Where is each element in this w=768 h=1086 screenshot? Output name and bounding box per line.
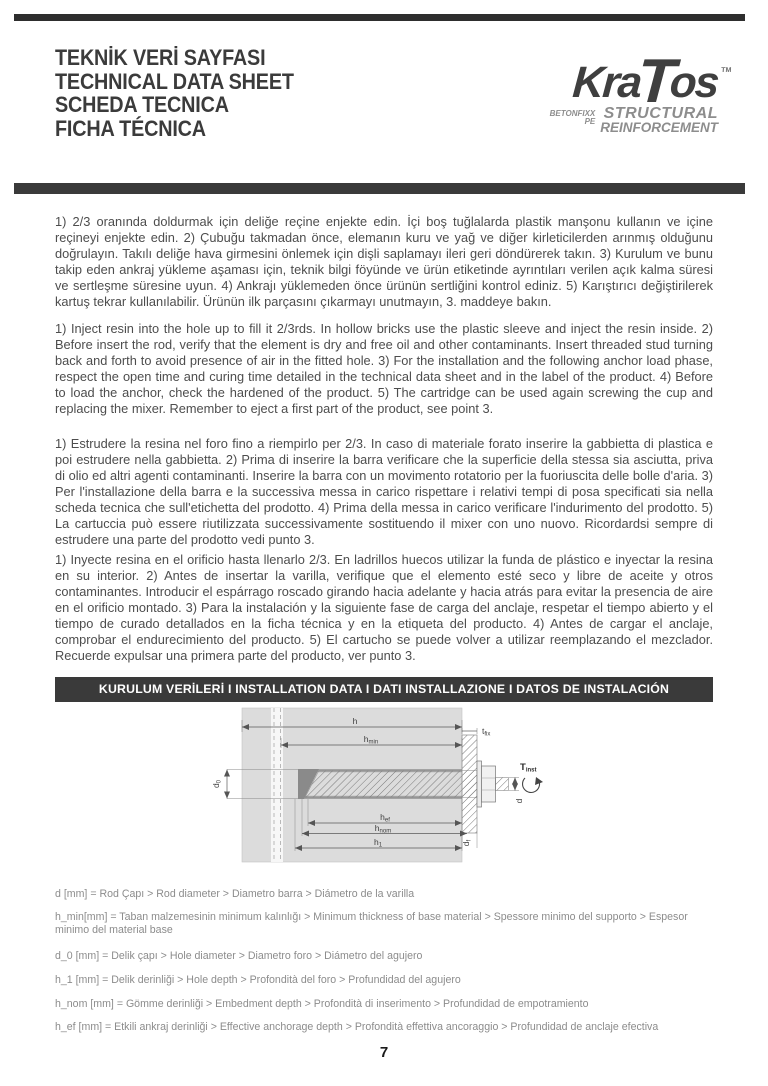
section-break-strip [271, 708, 283, 862]
dim-label-h1: h1 [373, 837, 383, 849]
betonfixx-pe-label: BETONFIXX PE [549, 109, 596, 126]
page-number: 7 [379, 1044, 389, 1061]
washer [477, 761, 482, 807]
rod-threaded-end [496, 778, 509, 791]
installation-diagram-svg [205, 700, 565, 890]
header-divider-bar [14, 183, 745, 194]
brand-big-t: T [635, 47, 676, 116]
dim-label-hef: hef [380, 812, 390, 824]
torque-label-tinst: Tinst [520, 762, 537, 774]
top-rule-bar [14, 14, 745, 21]
instructions-italian: 1) Estrudere la resina nel foro fino a riempirlo per 2/3. In caso di materiale forato inserire la gabbietta di plastica e poi estrudere nella gabbietta. 2) Prima di inserire la barra verificare che la superficie della stessa sia asciutta, priva di olio ed altri agenti contaminanti. Inserire la barra con un movimento rotatorio per la fuoriuscita delle bolle d'aria. 3) Per l'installazione della barra e la successiva messa in carico rispettare i relativi tempi di posa specificati sia nella scheda tecnica che sull'etichetta del prodotto. 4) Prima della messa in carico verificare l'indurimento del prodotto. 5) La cartuccia può essere riutilizzata successivamente sostituendo il mixer con uno nuovo. Ricordardsi sempre di estrudere una parte del prodotto vedi punto 3. [55, 436, 713, 547]
threaded-rod [305, 771, 477, 798]
fixture-plate [462, 735, 477, 833]
dim-label-d: d [514, 798, 524, 804]
dim-label-hmin: hmin [363, 734, 379, 746]
structural-reinforcement-label: STRUCTURAL REINFORCEMENT [600, 105, 718, 135]
legend-rod-diameter: d [mm] = Rod Çapı > Rod diameter > Diametro barra > Diámetro de la varilla [55, 888, 415, 900]
brand-text-start: Kra [571, 58, 643, 107]
dim-label-hnom: hnom [374, 823, 392, 835]
dim-label-df: df [461, 839, 473, 847]
kratos-wordmark [571, 47, 732, 116]
hex-nut [482, 766, 496, 802]
title-turkish: TEKNİK VERİ SAYFASI [55, 45, 266, 70]
instructions-spanish: 1) Inyecte resina en el orificio hasta llenarlo 2/3. En ladrillos huecos utilizar la funda de plástico e inyectar la resina en su interior. 2) Antes de insertar la varilla, verifique que el elemento esté seco y libre de aceite y otros contaminantes. Introducir el espárrago roscado girando hacia adelante y hacia atrás para evitar la presencia de aire en el orificio montado. 3) Para la instalación y la siguiente fase de carga del anclaje, respetar el tiempo abierto y el tiempo de curado detallados en la ficha técnica y en la etiqueta del producto. 4) Antes de cargar el anclaje, comprobar el endurecimiento del producto. 5) El cartucho se puede volver a utilizar reemplazando el mezclador. Recuerde expulsar una primera parte del producto, ver punto 3. [55, 552, 713, 663]
title-spanish: FICHA TÉCNICA [55, 115, 206, 141]
installation-data-banner: KURULUM VERİLERİ I INSTALLATION DATA I DATI INSTALLAZIONE I DATOS DE INSTALACIÓN [55, 677, 713, 702]
legend-hole-diameter: d_0 [mm] = Delik çapı > Hole diameter > Diametro foro > Diámetro del agujero [55, 950, 423, 962]
dim-label-tfix: tfix [482, 726, 491, 738]
anchor-installation-diagram [205, 700, 565, 890]
legend-min-thickness: h_min[mm] = Taban malzemesinin minimum kalınlığı > Minimum thickness of base material > Spessore minimo del supporto > Espesor minimo del material base [55, 911, 688, 936]
page-title [55, 46, 294, 140]
kratos-logo [549, 47, 732, 135]
legend-effective-anchorage-depth: h_ef [mm] = Etkili ankraj derinliği > Effective anchorage depth > Profondità effettiva ancoraggio > Profundidad de anclaje efectiva [55, 1021, 659, 1033]
dim-label-d0: d0 [211, 779, 223, 789]
dim-label-h: h [352, 716, 358, 726]
title-italian: SCHEDA TECNICA [55, 92, 229, 117]
logo-subtext [550, 106, 718, 134]
brand-text-end: os [668, 58, 720, 107]
trademark-symbol: TM [721, 67, 732, 74]
legend-hole-depth: h_1 [mm] = Delik derinliği > Hole depth > Profondità del foro > Profundidad del agujero [55, 974, 461, 986]
title-english: TECHNICAL DATA SHEET [55, 68, 294, 94]
legend-embedment-depth: h_nom [mm] = Gömme derinliği > Embedment depth > Profondità di inserimento > Profundidad de empotramiento [55, 998, 589, 1010]
instructions-turkish: 1) 2/3 oranında doldurmak için deliğe reçine enjekte edin. İçi boş tuğlalarda plastik manşonu kullanın ve içine reçineyi enjekte edin. 2) Çubuğu takmadan önce, elemanın kuru ve yağ ve diğer kirleticilerden arınmış olduğunu doğrulayın. Takılı deliğe hava girmesini önlemek için dişli saplamayı ileri geri döndürerek takın. 3) Kurulum ve bunu takip eden ankraj yükleme aşaması için, teknik bilgi föyünde ve ürün etiketinde ayrıntıları verilen açık kalma süresi ve sertleşme süresine uyun. 4) Ankrajı yüklemeden önce ürünün sertliğini kontrol ediniz. 5) Karıştırıcı değiştirilerek kartuş tekrar kullanılabilir. Ürünün ilk parçasını çıkarmayı unutmayın, 3. maddeye bakın. [55, 214, 713, 309]
instructions-english: 1) Inject resin into the hole up to fill it 2/3rds. In hollow bricks use the plastic sleeve and inject the resin inside. 2) Before insert the rod, verify that the element is dry and free oil and other contaminants. Insert threaded stud turning back and forth to avoid presence of air in the fitted hole. 3) For the installation and the following anchor load phase, respect the open time and curing time detailed in the technical data sheet and in the label of the product. 4) Before to load the anchor, check the hardened of the product. 5) The cartridge can be used again screwing the cup and replacing the mixer. Remember to eject a first part of the product, see point 3. [55, 321, 713, 416]
